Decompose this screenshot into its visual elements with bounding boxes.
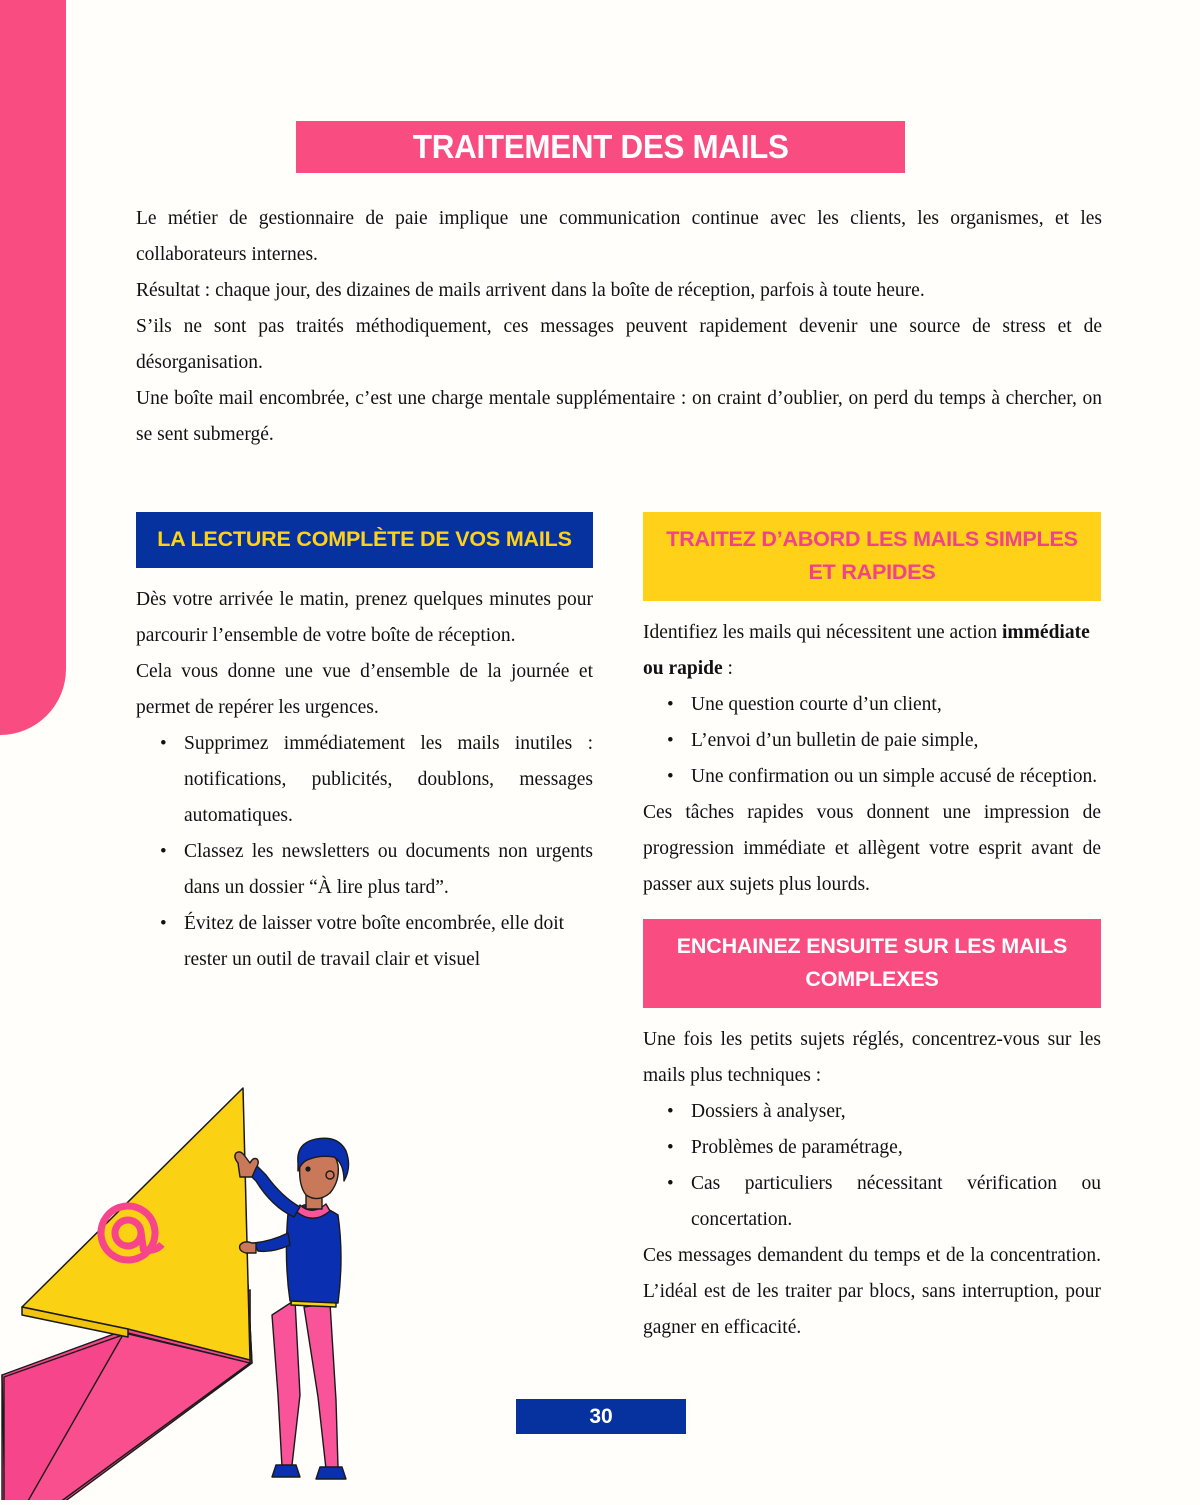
intro-paragraph-1: Le métier de gestionnaire de paie implique une communication continue avec les clients, les organismes, et les collaborateurs internes. <box>136 208 1102 265</box>
right-section-one-lead-tail: : <box>722 658 733 679</box>
list-item: • Classez les newsletters ou documents non urgents dans un dossier “À lire plus tard”. <box>180 834 593 906</box>
left-column-section-header: LA LECTURE COMPLÈTE DE VOS MAILS <box>136 512 593 568</box>
right-section-one-closing: Ces tâches rapides vous donnent une impression de progression immédiate et allègent votre esprit avant de passer aux sujets plus lourds. <box>643 802 1101 895</box>
intro-paragraph-2: Résultat : chaque jour, des dizaines de mails arrivent dans la boîte de réception, parfois à toute heure. <box>136 280 925 301</box>
left-paragraph-2: Cela vous donne une vue d’ensemble de la journée et permet de repérer les urgences. <box>136 661 593 718</box>
right-section-one-lead <box>643 615 1101 687</box>
right-column-section-two-body <box>643 1022 1101 1346</box>
right-section-two-bullet-list <box>643 1094 1101 1238</box>
intro-paragraph-4: Une boîte mail encombrée, c’est une charge mentale supplémentaire : on craint d’oublier, on perd du temps à chercher, on se sent submergé. <box>136 388 1102 445</box>
right-section-one-bullet-list <box>643 687 1101 795</box>
list-item: • Problèmes de paramétrage, <box>687 1130 1101 1166</box>
person-holding-email-envelope-illustration <box>0 1085 400 1500</box>
right-section-two-closing: Ces messages demandent du temps et de la concentration. L’idéal est de les traiter par blocs, sans interruption, pour gagner en efficacité. <box>643 1245 1101 1338</box>
page-number: 30 <box>589 1404 613 1428</box>
intro-paragraph-block <box>136 201 1102 453</box>
right-column <box>643 512 1101 1346</box>
list-item: • L’envoi d’un bulletin de paie simple, <box>687 723 1101 759</box>
right-column-section-two-header: ENCHAINEZ ENSUITE SUR LES MAILS COMPLEXES <box>643 919 1101 1008</box>
list-item: • Supprimez immédiatement les mails inutiles : notifications, publicités, doublons, messages automatiques. <box>180 726 593 834</box>
list-item: • Une question courte d’un client, <box>687 687 1101 723</box>
list-item: • Évitez de laisser votre boîte encombrée, elle doit rester un outil de travail clair et visuel <box>180 906 593 978</box>
left-pink-decorative-strip <box>0 0 66 735</box>
page-number-badge <box>516 1399 686 1434</box>
left-bullet-list <box>136 726 593 978</box>
left-column <box>136 512 593 978</box>
list-item: • Cas particuliers nécessitant vérification ou concertation. <box>687 1166 1101 1238</box>
right-section-one-lead-bold: immédiate ou rapide <box>643 622 1090 679</box>
page-title-banner <box>296 121 905 173</box>
list-item: • Dossiers à analyser, <box>687 1094 1101 1130</box>
list-item: • Une confirmation ou un simple accusé de réception. <box>687 759 1101 795</box>
intro-paragraph-3: S’ils ne sont pas traités méthodiquement, ces messages peuvent rapidement devenir une source de stress et de désorganisation. <box>136 316 1102 373</box>
right-section-two-lead: Une fois les petits sujets réglés, concentrez-vous sur les mails plus techniques : <box>643 1029 1101 1086</box>
right-column-section-one-header: TRAITEZ D’ABORD LES MAILS SIMPLES ET RAPIDES <box>643 512 1101 601</box>
right-section-one-lead-text: Identifiez les mails qui nécessitent une action <box>643 622 1003 643</box>
right-column-section-one-body <box>643 615 1101 903</box>
page-title: TRAITEMENT DES MAILS <box>412 128 789 165</box>
left-paragraph-1: Dès votre arrivée le matin, prenez quelques minutes pour parcourir l’ensemble de votre boîte de réception. <box>136 589 593 646</box>
left-column-body <box>136 582 593 978</box>
